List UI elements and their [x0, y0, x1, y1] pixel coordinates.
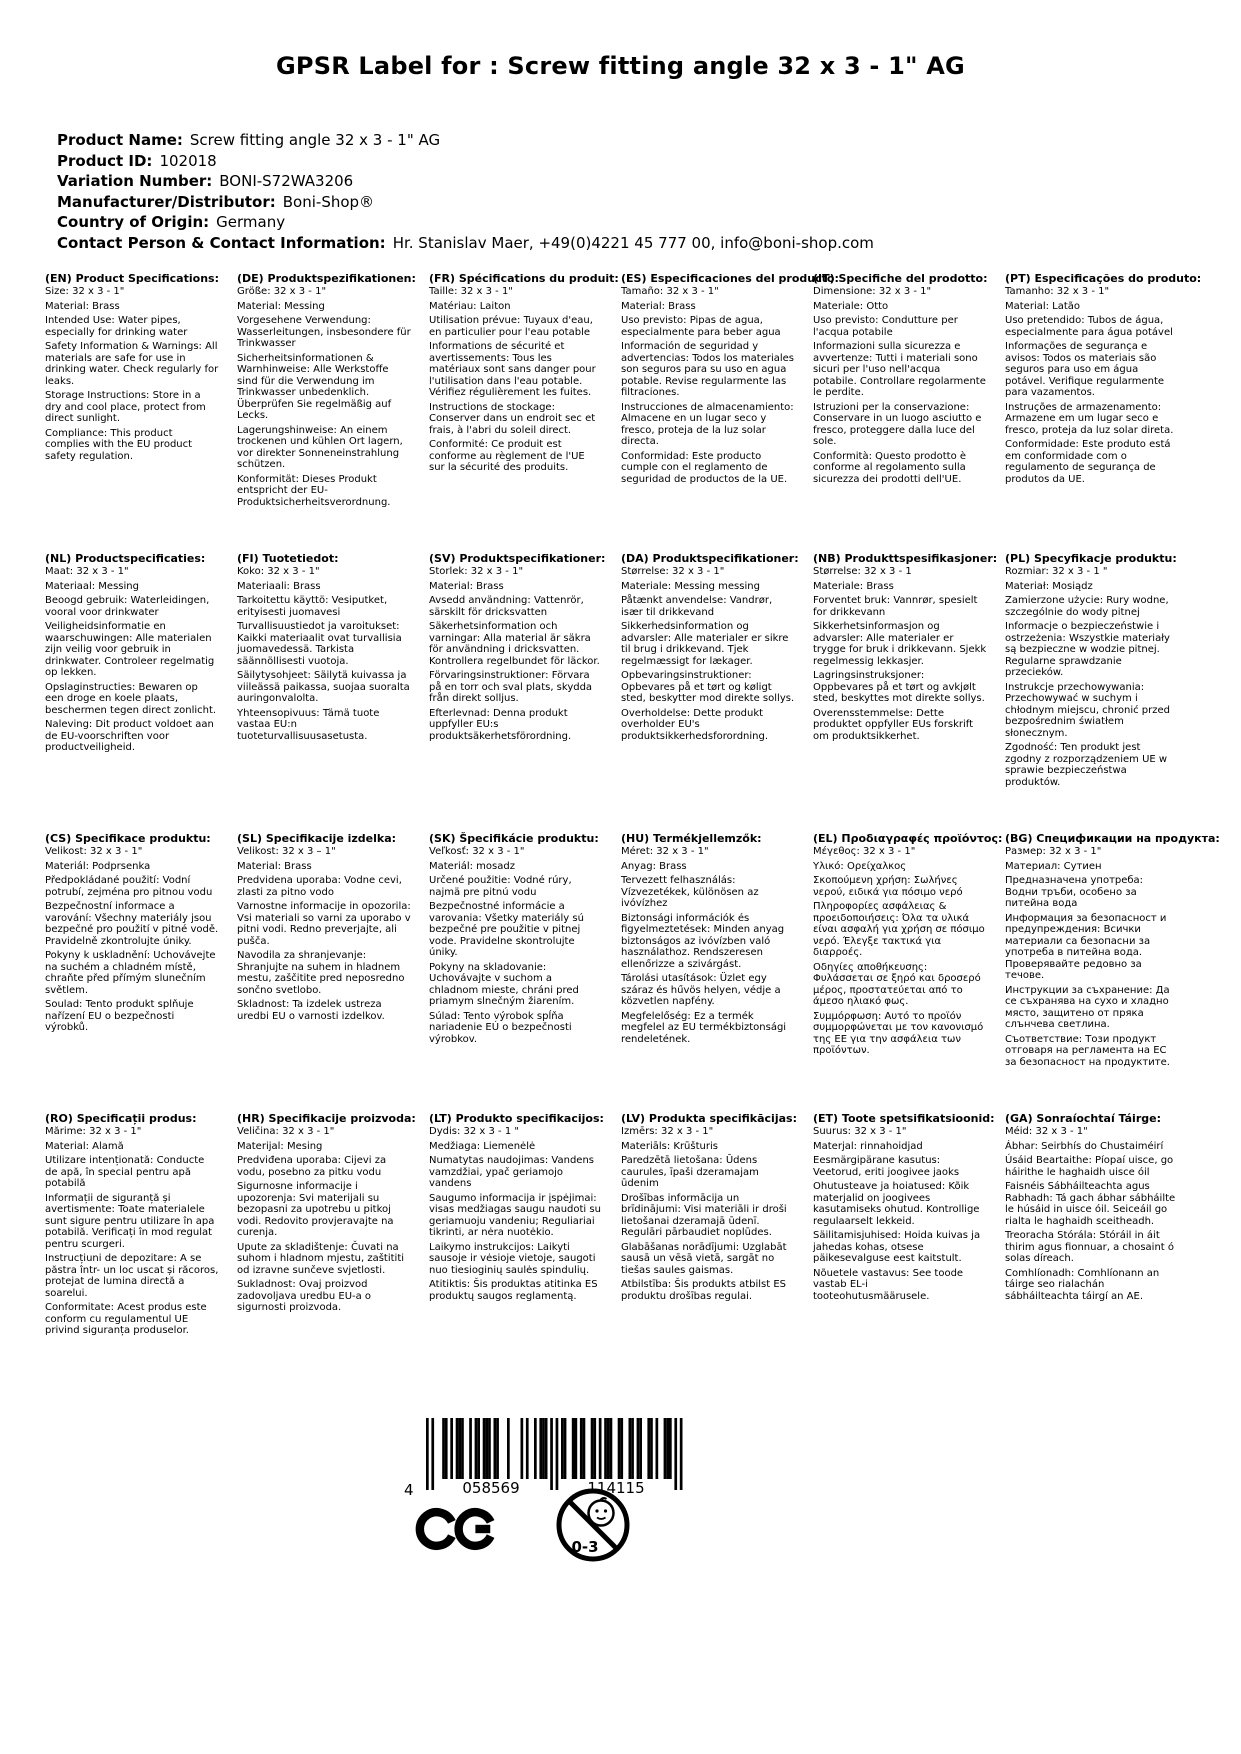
- spec-paragraph: Instructions de stockage: Conserver dans un endroit sec et frais, à l'abri du soleil direct.: [429, 401, 596, 436]
- spec-paragraph: Méid: 32 x 3 - 1": [1005, 1126, 1088, 1137]
- spec-paragraph: Turvallisuustiedot ja varoitukset: Kaikki materiaalit ovat turvallisia juomavedessä. Tarkista säännöllisesti vuotoja.: [237, 621, 402, 667]
- spec-paragraph: Dimensione: 32 x 3 - 1": [813, 286, 932, 297]
- spec-paragraph: Materijal: Mesing: [237, 1140, 323, 1152]
- spec-heading: (SL) Specifikacije izdelka:: [237, 832, 397, 845]
- spec-cell-it: [813, 272, 987, 552]
- spec-cell-en: [45, 272, 219, 552]
- spec-paragraph: Material: Brass: [429, 580, 504, 592]
- spec-cell-bg: [1005, 832, 1220, 1112]
- product-field-label: Variation Number:: [57, 172, 213, 190]
- product-field-row: [57, 171, 874, 192]
- spec-cell-pl: [1005, 552, 1179, 832]
- spec-paragraph: Förvaringsinstruktioner: Förvara på en torr och sval plats, skydda från direkt solljus.: [429, 670, 593, 704]
- spec-paragraph: Overholdelse: Dette produkt overholder EU's produktsikkerhedsforordning.: [621, 707, 769, 742]
- product-field-label: Contact Person & Contact Information:: [57, 233, 386, 252]
- spec-cell-sl: [237, 832, 411, 1112]
- spec-paragraph: Informazioni sulla sicurezza e avvertenze: Tutti i materiali sono sicuri per l'uso nell'acqua potabile. Controllare regolarmente le perdite.: [813, 341, 986, 398]
- spec-paragraph: Konformität: Dieses Produkt entspricht der EU-Produktsicherheitsverordnung.: [237, 473, 391, 508]
- spec-paragraph: Storlek: 32 x 3 - 1": [429, 566, 524, 577]
- spec-paragraph: Sikkerhetsinformasjon og advarsler: Alle materialer er trygge for bruk i drikkevann. Sjekk regelmessig lekkasjer.: [813, 621, 987, 667]
- spec-paragraph: Materiał: Mosiądz: [1005, 580, 1093, 592]
- product-field-value: BONI-S72WA3206: [219, 172, 354, 190]
- spec-paragraph: Säkerhetsinformation och varningar: Alla material är säkra för användning i dricksvatten. Kontrollera regelbundet för läckor.: [429, 621, 600, 667]
- spec-paragraph: Veľkosť: 32 x 3 - 1": [429, 846, 525, 857]
- spec-cell-nb: [813, 552, 998, 832]
- spec-paragraph: Materiale: Otto: [813, 300, 889, 312]
- spec-paragraph: Tamanho: 32 x 3 - 1": [1005, 286, 1110, 297]
- product-field-value: Germany: [216, 213, 286, 231]
- spec-heading: (NL) Productspecificaties:: [45, 552, 206, 565]
- spec-paragraph: Pokyny k uskladnění: Uchovávejte na suchém a chladném místě, chraňte před přímým slunečním světlem.: [45, 950, 216, 996]
- spec-paragraph: Предназначена употреба: Водни тръби, особено за питейна вода: [1005, 875, 1144, 909]
- spec-paragraph: Pokyny na skladovanie: Uchovávajte v suchom a chladnom mieste, chráni pred priamym slnečným žiarením.: [429, 961, 579, 1007]
- spec-paragraph: Naleving: Dit product voldoet aan de EU-voorschriften voor productveiligheid.: [45, 719, 214, 753]
- spec-paragraph: Materiaal: Messing: [45, 580, 139, 592]
- spec-heading: (FI) Tuotetiedot:: [237, 552, 339, 565]
- spec-paragraph: Určené použitie: Vodné rúry, najmä pre pitnú vodu: [429, 875, 572, 898]
- product-field-label: Product ID:: [57, 151, 153, 170]
- spec-paragraph: Maat: 32 x 3 - 1": [45, 566, 129, 577]
- age-warning-0-3-icon: [554, 1484, 632, 1566]
- barcode-right-digits: 114115: [584, 1479, 647, 1497]
- product-field-row: [57, 233, 874, 254]
- spec-paragraph: Safety Information & Warnings: All materials are safe for use in drinking water. Check regularly for leaks.: [45, 341, 219, 387]
- spec-paragraph: Avsedd användning: Vattenrör, särskilt för dricksvatten: [429, 595, 584, 618]
- spec-heading: (FR) Spécifications du produit:: [429, 272, 619, 285]
- spec-heading: (GA) Sonraíochtaí Táirge:: [1005, 1112, 1161, 1125]
- spec-heading: (SK) Špecifikácie produktu:: [429, 832, 599, 845]
- spec-paragraph: Size: 32 x 3 - 1": [45, 286, 125, 297]
- spec-paragraph: Material: Latão: [1005, 300, 1081, 312]
- spec-paragraph: Nõuetele vastavus: See toode vastab EL-i tooteohutusmäärusele.: [813, 1267, 964, 1302]
- spec-paragraph: Material: Alamă: [45, 1140, 124, 1152]
- spec-paragraph: Numatytas naudojimas: Vandens vamzdžiai, ypač geriamojo vandens: [429, 1155, 594, 1189]
- spec-paragraph: Uso pretendido: Tubos de água, especialmente para água potável: [1005, 315, 1173, 338]
- spec-paragraph: Efterlevnad: Denna produkt uppfyller EU:s produktsäkerhetsförordning.: [429, 707, 572, 742]
- spec-paragraph: Materiale: Brass: [813, 580, 894, 592]
- spec-paragraph: Velikost: 32 x 3 - 1": [45, 846, 143, 857]
- spec-heading: (EN) Product Specifications:: [45, 272, 219, 285]
- spec-paragraph: Mărime: 32 x 3 - 1": [45, 1126, 142, 1137]
- spec-paragraph: Opslaginstructies: Bewaren op een droge en koele plaats, beschermen tegen direct zonlicht.: [45, 681, 217, 716]
- spec-paragraph: Suurus: 32 x 3 - 1": [813, 1126, 907, 1137]
- spec-paragraph: Instrucțiuni de depozitare: A se păstra într- un loc uscat și răcoros, protejat de lumina directă a soarelui.: [45, 1253, 219, 1299]
- spec-paragraph: Información de seguridad y advertencias: Todos los materiales son seguros para su uso en agua potable. Revise regularmente las filtraciones.: [621, 341, 794, 398]
- spec-paragraph: Sigurnosne informacije i upozorenja: Svi materijali su bezopasni za upotrebu u pitkoj vodi. Redovito provjeravajte na curenja.: [237, 1181, 394, 1238]
- spec-cell-et: [813, 1112, 995, 1392]
- spec-cell-hr: [237, 1112, 416, 1392]
- spec-paragraph: Zgodność: Ten produkt jest zgodny z rozporządzeniem UE w sprawie bezpieczeństwa produktów.: [1005, 742, 1168, 788]
- spec-paragraph: Medžiaga: Liemenėlė: [429, 1140, 536, 1152]
- spec-paragraph: Compliance: This product complies with the EU product safety regulation.: [45, 427, 193, 462]
- spec-paragraph: Upute za skladištenje: Čuvati na suhom i hladnom mjestu, zaštititi od izravne sunčeve svjetlosti.: [237, 1241, 405, 1276]
- spec-paragraph: Съответствие: Този продукт отговаря на регламента на ЕС за безопасност на продуктите.: [1005, 1033, 1170, 1068]
- spec-paragraph: Atbilstība: Šis produkts atbilst ES produktu drošības regulai.: [621, 1279, 787, 1302]
- spec-cell-sv: [429, 552, 606, 832]
- spec-cell-es: [621, 272, 839, 552]
- spec-paragraph: Πληροφορίες ασφάλειας & προειδοποιήσεις: Όλα τα υλικά είναι ασφαλή για χρήση σε πόσιμο νερό. Έλεγξε τακτικά για διαρροές.: [813, 901, 985, 958]
- spec-heading: (ES) Especificaciones del producto:: [621, 272, 839, 285]
- spec-heading: (EL) Προδιαγραφές προϊόντος:: [813, 832, 1003, 845]
- spec-paragraph: Conformidade: Este produto está em conformidade com o regulamento de segurança de produtos da UE.: [1005, 439, 1171, 485]
- spec-paragraph: Anyag: Brass: [621, 860, 687, 872]
- spec-paragraph: Predviđena uporaba: Cijevi za vodu, posebno za pitku vodu: [237, 1155, 387, 1178]
- spec-paragraph: Tervezett felhasználás: Vízvezetékek, különösen az ivóvízhez: [621, 875, 759, 909]
- spec-paragraph: Atitiktis: Šis produktas atitinka ES produktų saugos reglamentą.: [429, 1279, 598, 1302]
- spec-paragraph: Navodila za shranjevanje: Shranjujte na suhem in hladnem mestu, zaščitite pred neposredno sončno svetlobo.: [237, 950, 405, 996]
- spec-paragraph: Forventet bruk: Vannrør, spesielt for drikkevann: [813, 595, 978, 618]
- spec-paragraph: Varnostne informacije in opozorila: Vsi materiali so varni za uporabo v pitni vodi. Redno preverjajte, ali pušča.: [237, 901, 411, 947]
- spec-paragraph: Dydis: 32 x 3 - 1 ": [429, 1126, 519, 1137]
- ce-mark-icon: [414, 1506, 498, 1552]
- spec-heading: (DA) Produktspecifikationer:: [621, 552, 799, 565]
- spec-paragraph: Sukladnost: Ovaj proizvod zadovoljava uredbu EU-a o sigurnosti proizvoda.: [237, 1279, 372, 1313]
- spec-paragraph: Istruzioni per la conservazione: Conservare in un luogo asciutto e fresco, proteggere dalla luce del sole.: [813, 401, 982, 447]
- spec-cell-ga: [1005, 1112, 1179, 1392]
- footer: [0, 1418, 1241, 1598]
- spec-paragraph: Conformità: Questo prodotto è conforme al regolamento sulla sicurezza dei prodotti dell'UE.: [813, 450, 967, 485]
- spec-heading: (CS) Specifikace produktu:: [45, 832, 211, 845]
- spec-paragraph: Säilitamisjuhised: Hoida kuivas ja jahedas kohas, otsese päikesevalguse eest kaitstult.: [813, 1230, 981, 1264]
- spec-paragraph: Beoogd gebruik: Waterleidingen, vooral voor drinkwater: [45, 595, 210, 618]
- spec-paragraph: Påtænkt anvendelse: Vandrør, især til drikkevand: [621, 595, 773, 618]
- spec-paragraph: Størrelse: 32 x 3 - 1": [621, 566, 725, 577]
- spec-cell-cs: [45, 832, 219, 1112]
- spec-paragraph: Tarkoitettu käyttö: Vesiputket, erityisesti juomavesi: [237, 595, 388, 618]
- spec-paragraph: Instruções de armazenamento: Armazene em um lugar seco e fresco, proteja da luz solar direta.: [1005, 401, 1174, 436]
- spec-paragraph: Zamierzone użycie: Rury wodne, szczególnie do wody pitnej: [1005, 595, 1169, 618]
- product-field-label: Manufacturer/Distributor:: [57, 192, 276, 211]
- spec-paragraph: Materiāls: Krūšturis: [621, 1140, 718, 1152]
- spec-paragraph: Méret: 32 x 3 - 1": [621, 846, 709, 857]
- spec-paragraph: Materiál: mosadz: [429, 860, 515, 872]
- spec-paragraph: Eesmärgipärane kasutus: Veetorud, eriti joogivee jaoks: [813, 1155, 960, 1178]
- spec-heading: (HU) Termékjellemzők:: [621, 832, 762, 845]
- spec-paragraph: Информация за безопасност и предупреждения: Всички материали са безопасни за употреба в питейна вода. Проверявайте редовно за течове.: [1005, 912, 1167, 981]
- spec-paragraph: Megfelelőség: Ez a termék megfelel az EU termékbiztonsági rendeletének.: [621, 1010, 787, 1045]
- spec-cell-ro: [45, 1112, 219, 1392]
- spec-heading: (BG) Спецификации на продукта:: [1005, 832, 1220, 845]
- spec-paragraph: Οδηγίες αποθήκευσης: Φυλάσσεται σε ξηρό και δροσερό μέρος, προστατεύεται από το άμεσο ηλιακό φως.: [813, 961, 981, 1007]
- spec-paragraph: Izmērs: 32 x 3 - 1": [621, 1126, 714, 1137]
- spec-paragraph: Informații de siguranță și avertismente: Toate materialele sunt sigure pentru utilizare în apa potabilă. Verificați în mod regulat pentru scurgeri.: [45, 1192, 215, 1250]
- spec-paragraph: Conformité: Ce produit est conforme au règlement de l'UE sur la sécurité des produits.: [429, 439, 585, 473]
- spec-paragraph: Storage Instructions: Store in a dry and cool place, protect from direct sunlight.: [45, 390, 206, 424]
- spec-heading: (PT) Especificações do produto:: [1005, 272, 1202, 285]
- spec-paragraph: Συμμόρφωση: Αυτό το προϊόν συμμορφώνεται με τον κανονισμό της ΕΕ για την ασφάλεια των προϊόντων.: [813, 1010, 984, 1056]
- spec-paragraph: Koko: 32 x 3 - 1": [237, 566, 320, 577]
- spec-cell-sk: [429, 832, 603, 1112]
- spec-paragraph: Tárolási utasítások: Üzlet egy száraz és hűvös helyen, védje a közvetlen napfény.: [621, 973, 781, 1007]
- spec-paragraph: Utilisation prévue: Tuyaux d'eau, en particulier pour l'eau potable: [429, 315, 593, 338]
- language-specs-grid: [45, 272, 1220, 1392]
- spec-paragraph: Velikost: 32 x 3 – 1": [237, 846, 336, 857]
- spec-cell-pt: [1005, 272, 1202, 552]
- spec-paragraph: Vorgesehene Verwendung: Wasserleitungen, insbesondere für Trinkwasser: [237, 315, 411, 349]
- spec-paragraph: Opbevaringsinstruktioner: Opbevares på et tørt og køligt sted, beskytter mod direkte sollys.: [621, 670, 795, 704]
- spec-paragraph: Drošības informācija un brīdinājumi: Visi materiāli ir droši lietošanai dzeramajā ūdenī. Regulāri pārbaudiet noplūdes.: [621, 1192, 787, 1238]
- spec-paragraph: Ábhar: Seirbhís do Chustaiméirí: [1005, 1140, 1164, 1152]
- spec-paragraph: Material: Brass: [621, 300, 696, 312]
- product-field-value: Boni-Shop®: [282, 192, 375, 211]
- product-field-value: 102018: [159, 151, 217, 170]
- spec-paragraph: Paredzētā lietošana: Ūdens caurules, īpaši dzeramajam ūdenim: [621, 1155, 759, 1189]
- barcode-left-digits: 058569: [459, 1479, 522, 1497]
- spec-paragraph: Conformidad: Este producto cumple con el reglamento de seguridad de productos de la UE.: [621, 450, 788, 485]
- spec-paragraph: Predvidena uporaba: Vodne cevi, zlasti za pitno vodo: [237, 875, 402, 898]
- spec-paragraph: Skladnost: Ta izdelek ustreza uredbi EU o varnosti izdelkov.: [237, 999, 385, 1022]
- spec-cell-fi: [237, 552, 411, 832]
- spec-heading: (LT) Produkto specifikacijos:: [429, 1112, 604, 1125]
- spec-paragraph: Overensstemmelse: Dette produktet oppfyller EUs forskrift om produktsikkerhet.: [813, 707, 974, 742]
- spec-cell-lt: [429, 1112, 603, 1392]
- spec-paragraph: Laikymo instrukcijos: Laikyti sausoje ir vėsioje vietoje, saugoti nuo tiesioginių saulės spindulių.: [429, 1241, 596, 1276]
- spec-paragraph: Rozmiar: 32 x 3 - 1 ": [1005, 566, 1108, 577]
- spec-paragraph: Bezpečnostní informace a varování: Všechny materiály jsou bezpečné pro použití v pitné vodě. Pravidelně zkontrolujte úniky.: [45, 901, 219, 947]
- spec-paragraph: Treoracha Stórála: Stóráil in áit thirim agus fionnuar, a chosaint ó solas díreach.: [1005, 1230, 1175, 1264]
- spec-paragraph: Bezpečnostné informácie a varovania: Všetky materiály sú bezpečné pre použitie v pitnej vode. Pravidelne skontrolujte úniky.: [429, 901, 584, 958]
- spec-heading: (ET) Toote spetsifikatsioonid:: [813, 1112, 995, 1125]
- spec-paragraph: Υλικό: Ορείχαλκος: [813, 860, 907, 872]
- spec-paragraph: Tamaño: 32 x 3 - 1": [621, 286, 719, 297]
- spec-paragraph: Μέγεθος: 32 x 3 - 1": [813, 846, 916, 857]
- spec-paragraph: Úsáid Beartaithe: Píopaí uisce, go háirithe le haghaidh uisce óil: [1005, 1155, 1174, 1178]
- spec-heading: (PL) Specyfikacje produktu:: [1005, 552, 1177, 565]
- spec-paragraph: Intended Use: Water pipes, especially for drinking water: [45, 315, 188, 338]
- spec-paragraph: Instrucciones de almacenamiento: Almacene en un lugar seco y fresco, proteja de la luz solar directa.: [621, 401, 794, 447]
- spec-paragraph: Material: Messing: [237, 300, 325, 312]
- spec-paragraph: Předpokládané použití: Vodní potrubí, zejména pro pitnou vodu: [45, 875, 213, 898]
- spec-heading: (SV) Produktspecifikationer:: [429, 552, 606, 565]
- spec-paragraph: Informações de segurança e avisos: Todos os materiais são seguros para uso em água potável. Verifique regularmente para vazamentos.: [1005, 341, 1165, 398]
- spec-paragraph: Materiale: Messing messing: [621, 580, 760, 592]
- spec-paragraph: Материал: Сутиен: [1005, 860, 1102, 872]
- spec-paragraph: Materjal: rinnahoidjad: [813, 1140, 923, 1152]
- spec-paragraph: Uso previsto: Pipas de agua, especialmente para beber agua: [621, 315, 781, 338]
- spec-cell-da: [621, 552, 799, 832]
- product-field-row: [57, 212, 874, 233]
- spec-heading: (RO) Specificații produs:: [45, 1112, 197, 1125]
- spec-paragraph: Saugumo informacija ir įspėjimai: visas medžiagas saugu naudoti su geriamuoju vandeniu; Reguliariai tikrinti, ar nėra nuotėkio.: [429, 1192, 601, 1238]
- spec-paragraph: Súlad: Tento výrobok spĺňa nariadenie EÚ o bezpečnosti výrobkov.: [429, 1010, 572, 1045]
- spec-paragraph: Material: Brass: [45, 300, 120, 312]
- product-field-row: [57, 130, 874, 151]
- spec-paragraph: Taille: 32 x 3 - 1": [429, 286, 513, 297]
- spec-paragraph: Soulad: Tento produkt splňuje nařízení EU o bezpečnosti výrobků.: [45, 999, 194, 1033]
- spec-heading: (NB) Produkttspesifikasjoner:: [813, 552, 998, 565]
- spec-paragraph: Conformitate: Acest produs este conform cu regulamentul UE privind siguranța produselor.: [45, 1302, 207, 1336]
- spec-paragraph: Veiligheidsinformatie en waarschuwingen: Alle materialen zijn veilig voor gebruik in drinkwater. Controleer regelmatig op lekken.: [45, 621, 215, 678]
- spec-cell-fr: [429, 272, 619, 552]
- spec-paragraph: Размер: 32 x 3 - 1": [1005, 846, 1102, 857]
- spec-heading: (HR) Specifikacije proizvoda:: [237, 1112, 416, 1125]
- spec-paragraph: Comhlíonadh: Comhlíonann an táirge seo rialachán sábháilteachta táirgí an AE.: [1005, 1267, 1160, 1302]
- spec-paragraph: Sikkerhedsinformation og advarsler: Alle materialer er sikre til brug i drikkevand. Tjek regelmæssigt for lækager.: [621, 621, 789, 667]
- product-field-value: Hr. Stanislav Maer, +49(0)4221 45 777 00, info@boni-shop.com: [392, 233, 874, 252]
- product-field-value: Screw fitting angle 32 x 3 - 1" AG: [189, 131, 441, 149]
- spec-paragraph: Säilytysohjeet: Säilytä kuivassa ja viileässä paikassa, suojaa suoralta auringonvalolta.: [237, 670, 410, 704]
- spec-paragraph: Størrelse: 32 x 3 - 1: [813, 566, 912, 577]
- spec-paragraph: Utilizare intenționată: Conducte de apă, în special pentru apă potabilă: [45, 1155, 205, 1189]
- spec-paragraph: Lagringsinstruksjoner: Oppbevares på et tørt og avkjølt sted, beskyttes mot direkte sollys.: [813, 670, 985, 704]
- barcode-first-digit: 4: [404, 1481, 414, 1499]
- spec-cell-hu: [621, 832, 795, 1112]
- spec-paragraph: Material: Brass: [237, 860, 312, 872]
- spec-cell-de: [237, 272, 416, 552]
- spec-paragraph: Sicherheitsinformationen & Warnhinweise: Alle Werkstoffe sind für die Verwendung im Trinkwasser unbedenklich. Überprüfen Sie regelmäßig auf Lecks.: [237, 352, 392, 421]
- age-warning-label: 0-3: [571, 1538, 599, 1556]
- spec-paragraph: Faisnéis Sábháilteachta agus Rabhadh: Tá gach ábhar sábháilte le húsáid in uisce óil. Seiceáil go rialta le haghaidh sceitheadh.: [1005, 1181, 1176, 1227]
- spec-cell-el: [813, 832, 1003, 1112]
- spec-paragraph: Veličina: 32 x 3 - 1": [237, 1126, 335, 1137]
- spec-cell-lv: [621, 1112, 795, 1392]
- spec-paragraph: Biztonsági információk és figyelmeztetések: Minden anyag biztonságos az ivóvízben való használathoz. Rendszeresen ellenőrizze a szivárgást.: [621, 912, 785, 970]
- product-field-label: Product Name:: [57, 131, 183, 149]
- spec-paragraph: Informacje o bezpieczeństwie i ostrzeżenia: Wszystkie materiały są bezpieczne w wodzie pitnej. Regularne sprawdzanie przecieków.: [1005, 621, 1170, 678]
- spec-paragraph: Instrukcje przechowywania: Przechowywać w suchym i chłodnym miejscu, chronić przed bezpośrednim światłem słonecznym.: [1005, 681, 1171, 739]
- page-title: GPSR Label for : Screw fitting angle 32 x 3 - 1" AG: [276, 52, 965, 80]
- product-field-row: [57, 192, 874, 213]
- spec-paragraph: Größe: 32 x 3 - 1": [237, 286, 327, 297]
- spec-paragraph: Ohutusteave ja hoiatused: Kõik materjalid on joogivees kasutamiseks ohutud. Kontrollige regulaarselt lekkeid.: [813, 1181, 980, 1227]
- spec-paragraph: Materiál: Podprsenka: [45, 860, 151, 872]
- product-info-block: [57, 130, 874, 253]
- spec-paragraph: Uso previsto: Condutture per l'acqua potabile: [813, 315, 958, 338]
- spec-paragraph: Σκοπούμενη χρήση: Σωλήνες νερού, ειδικά για πόσιμο νερό: [813, 875, 963, 898]
- spec-heading: (DE) Produktspezifikationen:: [237, 272, 416, 285]
- spec-heading: (IT) Specifiche del prodotto:: [813, 272, 988, 285]
- spec-heading: (LV) Produkta specifikācijas:: [621, 1112, 797, 1125]
- spec-paragraph: Yhteensopivuus: Tämä tuote vastaa EU:n tuoteturvallisuusasetusta.: [237, 707, 380, 742]
- spec-paragraph: Инструкции за съхранение: Да се съхранява на сухо и хладно място, защитено от пряка слънчева светлина.: [1005, 984, 1170, 1030]
- spec-paragraph: Informations de sécurité et avertissements: Tous les matériaux sont sans danger pour l'utilisation dans l'eau potable. Vérifiez régulièrement les fuites.: [429, 341, 596, 398]
- spec-paragraph: Lagerungshinweise: An einem trockenen und kühlen Ort lagern, vor direkter Sonneneinstrahlung schützen.: [237, 424, 403, 470]
- spec-paragraph: Materiaali: Brass: [237, 580, 321, 592]
- spec-cell-nl: [45, 552, 219, 832]
- spec-paragraph: Matériau: Laiton: [429, 300, 511, 312]
- spec-paragraph: Glabāšanas norādījumi: Uzglabāt sausā un vēsā vietā, sargāt no tiešas saules gaismas.: [621, 1241, 787, 1276]
- product-field-row: [57, 151, 874, 172]
- product-field-label: Country of Origin:: [57, 213, 210, 231]
